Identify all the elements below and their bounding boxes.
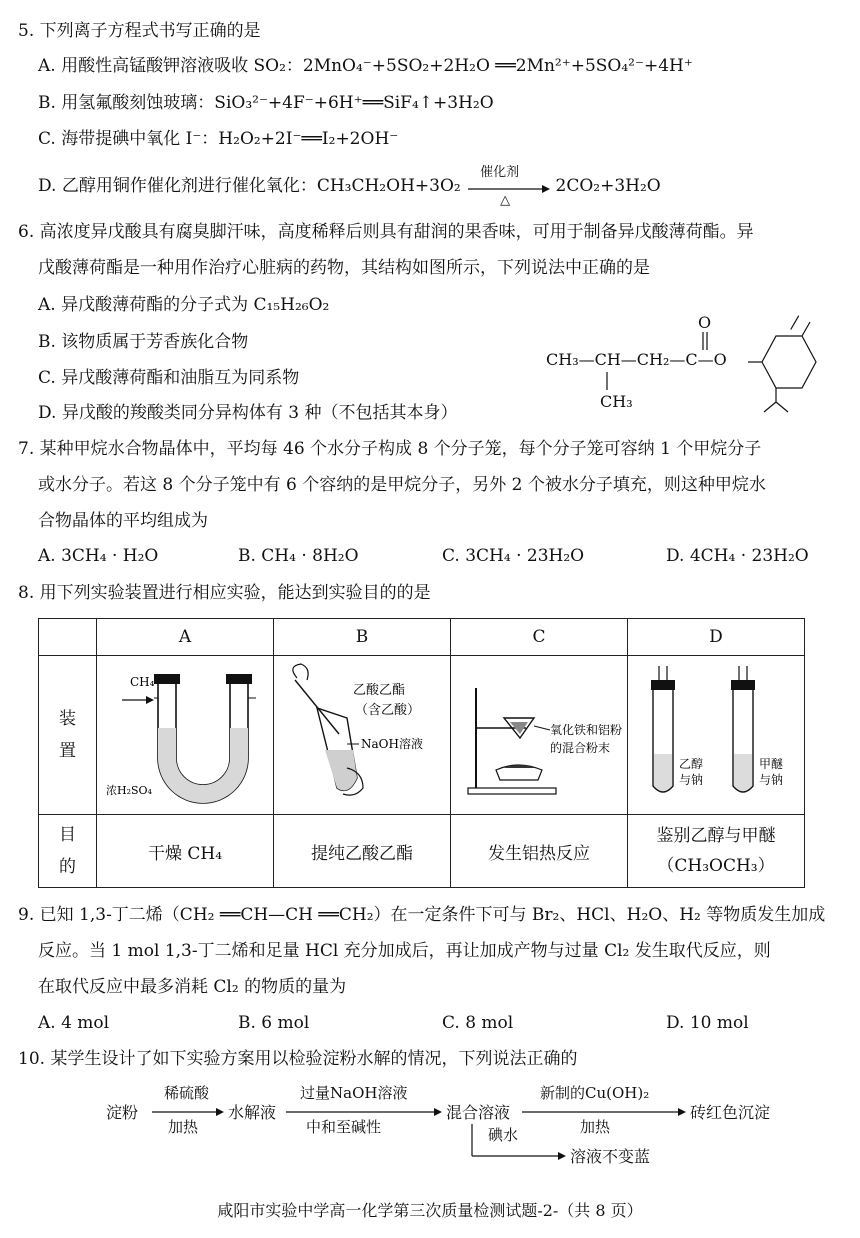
flow-arrow1-bottom: 加热 — [168, 1118, 199, 1136]
flow-arrow2-top: 过量NaOH溶液 — [300, 1084, 408, 1102]
q7-stem-line1: 7. 某种甲烷水合物晶体中，平均每 46 个水分子构成 8 个分子笼，每个分子笼可容纳 1 个甲烷分子 — [18, 439, 762, 459]
q9-options — [38, 1013, 838, 1035]
label-d3: 甲醚 — [759, 756, 784, 771]
q6-option-a: A. 异戊酸薄荷酯的分子式为 C₁₅H₂₆O₂ — [38, 295, 330, 315]
q7-option-a: A. 3CH₄ · H₂O — [38, 546, 159, 566]
q6-option-b: B. 该物质属于芳香族化合物 — [38, 332, 249, 352]
flow-arrow2-bottom: 中和至碱性 — [306, 1118, 382, 1136]
table-purpose-row — [39, 815, 805, 888]
q6-option-c: C. 异戊酸薄荷酯和油脂互为同系物 — [38, 368, 300, 388]
q9-option-a: A. 4 mol — [38, 1013, 110, 1033]
separatory-funnel-apparatus — [277, 658, 447, 808]
label-c1: 氧化铁和铝粉 — [550, 722, 623, 737]
flow-node-hydrolysate: 水解液 — [228, 1103, 277, 1122]
reaction-arrow — [466, 164, 550, 208]
arrow-condition-top: 催化剂 — [480, 164, 520, 180]
q9-stem-line3: 在取代反应中最多消耗 Cl₂ 的物质的量为 — [38, 977, 347, 997]
q6-stem-line1: 6. 高浓度异戊酸具有腐臭脚汗味，高度稀释后则具有甜润的果香味，可用于制备异戊酸薄荷酯。异 — [18, 222, 754, 242]
q9-option-c: C. 8 mol — [442, 1013, 514, 1033]
row-label-device: 装置 — [39, 656, 97, 815]
flow-node-mixture: 混合溶液 — [446, 1103, 511, 1122]
table-header-row — [39, 619, 805, 656]
q9-option-b: B. 6 mol — [238, 1013, 310, 1033]
q7-stem-line3: 合物晶体的平均组成为 — [38, 511, 208, 531]
structure-carbonyl-o: O — [698, 313, 712, 332]
q9-stem-line1: 9. 已知 1,3-丁二烯（CH₂ ══CH—CH ══CH₂）在一定条件下可与 Br₂、HCl、H₂O、H₂ 等物质发生加成 — [18, 905, 826, 925]
purpose-c: 发生铝热反应 — [451, 815, 628, 888]
label-b1: 乙酸乙酯 — [353, 682, 406, 698]
label-d4: 与钠 — [759, 772, 784, 787]
label-d1: 乙醇 — [679, 756, 704, 771]
q8-stem: 8. 用下列实验装置进行相应实验，能达到实验目的的是 — [18, 583, 431, 603]
flow-arrows — [100, 1080, 820, 1180]
q10-stem: 10. 某学生设计了如下实验方案用以检验淀粉水解的情况，下列说法正确的 — [18, 1049, 578, 1069]
q7-option-b: B. CH₄ · 8H₂O — [238, 546, 359, 566]
flow-arrow3-top: 新制的Cu(OH)₂ — [540, 1084, 650, 1102]
header-a: A — [97, 619, 274, 656]
q7-option-d: D. 4CH₄ · 23H₂O — [666, 546, 809, 566]
structure-main-chain: CH₃—CH—CH₂—C—O — [546, 350, 727, 369]
thermite-apparatus — [454, 658, 624, 808]
q6-stem-line2: 戊酸薄荷酯是一种用作治疗心脏病的药物，其结构如图所示，下列说法中正确的是 — [38, 258, 650, 278]
label-b2: （含乙酸） — [355, 702, 421, 718]
q7-stem-line2: 或水分子。若这 8 个分子笼中有 6 个容纳的是甲烷分子，另外 2 个被水分子填充，则这种甲烷水 — [38, 475, 766, 495]
flow-arrow4-top: 碘水 — [488, 1126, 519, 1144]
q5-stem: 5. 下列离子方程式书写正确的是 — [18, 21, 261, 41]
structure-methyl: CH₃ — [600, 392, 633, 411]
q5-option-c: C. 海带提碘中氧化 I⁻：H₂O₂+2I⁻══I₂+2OH⁻ — [38, 129, 399, 149]
q7-options — [38, 546, 838, 568]
page-footer: 咸阳市实验中学高一化学第三次质量检测试题-2-（共 8 页） — [217, 1201, 643, 1220]
device-d-cell — [628, 656, 805, 815]
flow-arrow3-bottom: 加热 — [580, 1118, 611, 1136]
q5-d-left: D. 乙醇用铜作催化剂进行催化氧化：CH₃CH₂OH+3O₂ — [38, 176, 461, 196]
q6-option-d: D. 异戊酸的羧酸类同分异构体有 3 种（不包括其本身） — [38, 403, 458, 423]
row-label-purpose: 目的 — [39, 815, 97, 888]
flow-node-not-blue: 溶液不变蓝 — [570, 1147, 651, 1166]
q5-d-right: 2CO₂+3H₂O — [555, 176, 661, 196]
header-blank — [39, 619, 97, 656]
purpose-b: 提纯乙酸乙酯 — [274, 815, 451, 888]
flow-node-starch: 淀粉 — [106, 1103, 139, 1122]
q5-option-d — [38, 164, 661, 208]
purpose-a: 干燥 CH₄ — [97, 815, 274, 888]
flow-arrow1-top: 稀硫酸 — [164, 1084, 210, 1102]
label-acid: 浓H₂SO₄ — [106, 783, 152, 797]
q7-option-c: C. 3CH₄ · 23H₂O — [442, 546, 585, 566]
device-c-cell — [451, 656, 628, 815]
device-a-cell — [97, 656, 274, 815]
q9-option-d: D. 10 mol — [666, 1013, 749, 1033]
label-c2: 的混合粉末 — [550, 740, 611, 755]
header-b: B — [274, 619, 451, 656]
label-d2: 与钠 — [679, 772, 704, 787]
table-device-row — [39, 656, 805, 815]
flow-node-brick-red-precipitate: 砖红色沉淀 — [690, 1103, 771, 1122]
structure-bonds — [540, 310, 840, 420]
label-gas: CH₄ — [130, 674, 155, 689]
test-tubes-apparatus — [631, 658, 801, 808]
q5-option-a: A. 用酸性高锰酸钾溶液吸收 SO₂：2MnO₄⁻+5SO₂+2H₂O ══2Mn²⁺+5SO₄²⁻+4H⁺ — [38, 56, 693, 76]
label-b3: NaOH溶液 — [361, 736, 423, 751]
q5-option-b: B. 用氢氟酸刻蚀玻璃：SiO₃²⁻+4F⁻+6H⁺══SiF₄↑+3H₂O — [38, 93, 494, 113]
header-d: D — [628, 619, 805, 656]
q9-stem-line2: 反应。当 1 mol 1,3-丁二烯和足量 HCl 充分加成后，再让加成产物与过量 Cl₂ 发生取代反应，则 — [38, 941, 771, 961]
purpose-d: 鉴别乙醇与甲醚（CH₃OCH₃） — [628, 815, 805, 888]
header-c: C — [451, 619, 628, 656]
device-b-cell — [274, 656, 451, 815]
apparatus-table — [38, 618, 805, 888]
arrow-condition-bottom: △ — [500, 192, 511, 208]
ester-structure-figure — [540, 310, 840, 420]
hydrolysis-flow-diagram — [100, 1080, 820, 1180]
u-tube-drying-apparatus — [100, 658, 270, 808]
